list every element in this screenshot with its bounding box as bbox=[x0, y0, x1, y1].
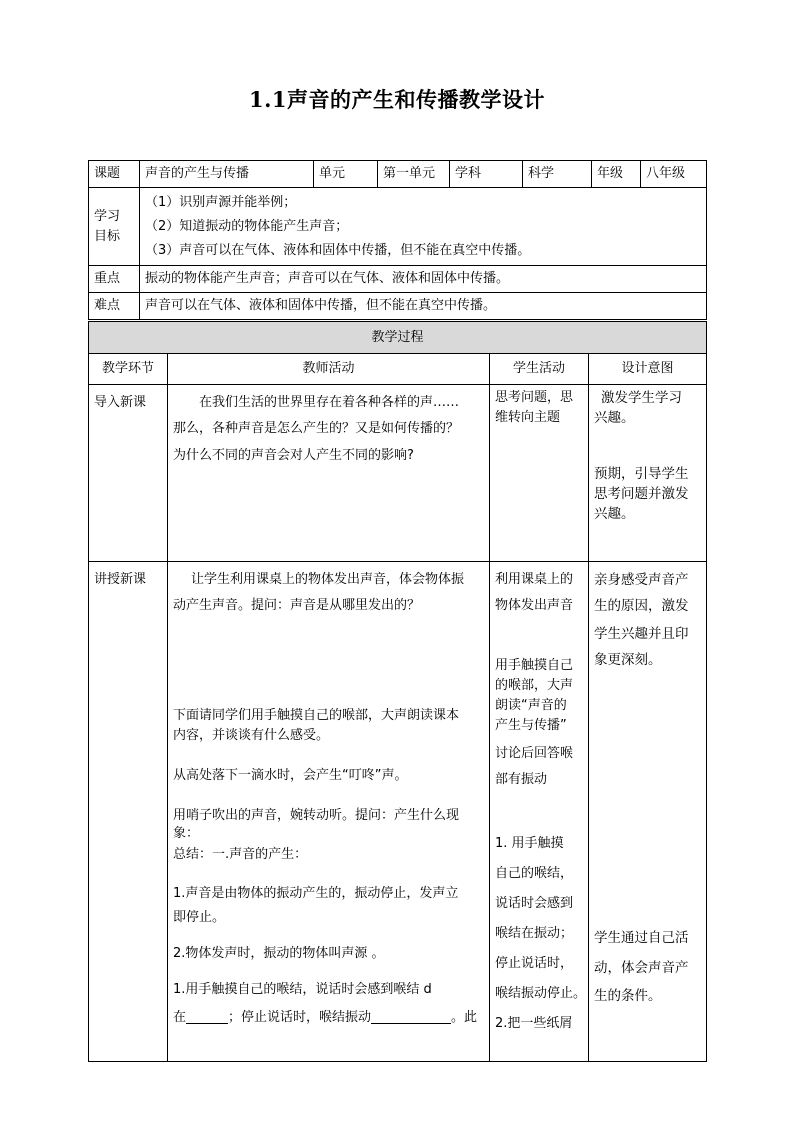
lecture-teacher-fill-line bbox=[173, 1008, 484, 1028]
intro-intent-line: 激发学生学习 bbox=[601, 390, 682, 406]
unit-label: 单元 bbox=[314, 161, 378, 188]
lecture-student-line: 朗读“声音的 bbox=[495, 698, 567, 713]
header-teacher: 教师活动 bbox=[168, 354, 490, 385]
objectives-list bbox=[140, 188, 707, 266]
lecture-intent-line: 象更深刻。 bbox=[594, 652, 662, 668]
lecture-teacher-line: 下面请同学们用手触摸自己的喉部，大声朗读课本 bbox=[173, 708, 460, 723]
objectives-label-line1: 学习 bbox=[94, 208, 121, 224]
objective-item: （1）识别声源并能举例； bbox=[145, 194, 297, 210]
header-intent: 设计意图 bbox=[589, 354, 707, 385]
lecture-student-line: 2.把一些纸屑 bbox=[495, 1016, 573, 1031]
fill-middle: ；停止说话时，喉结振动 bbox=[228, 1010, 372, 1025]
intro-stage-label: 导入新课 bbox=[94, 395, 147, 410]
lecture-student-line: 部有振动 bbox=[495, 772, 548, 787]
key-label: 重点 bbox=[89, 266, 140, 293]
lecture-intent-line: 生的原因，激发 bbox=[594, 598, 689, 614]
lecture-teacher-line: 让学生利用课桌上的物体发出声音，体会物体振 bbox=[191, 572, 465, 587]
grade-label: 年级 bbox=[592, 161, 641, 188]
intro-student-line: 思考问题，思 bbox=[495, 390, 574, 405]
lecture-student-line: 的喉部，大声 bbox=[495, 678, 574, 693]
header-stage: 教学环节 bbox=[89, 354, 168, 385]
lecture-teacher-line: 动产生声音。提问：声音是从哪里发出的？ bbox=[173, 598, 421, 613]
intro-teacher-line: 为什么不同的声音会对人产生不同的影响? bbox=[173, 448, 414, 463]
lecture-student-line: 物体发出声音 bbox=[495, 598, 574, 613]
intro-stage bbox=[89, 385, 168, 562]
fill-suffix: 。此 bbox=[451, 1010, 478, 1025]
difficulty-value: 声音可以在气体、液体和固体中传播，但不能在真空中传播。 bbox=[140, 293, 707, 320]
header-student: 学生活动 bbox=[490, 354, 589, 385]
objective-item: （3）声音可以在气体、液体和固体中传播，但不能在真空中传播。 bbox=[145, 242, 531, 258]
blank-1 bbox=[186, 1009, 228, 1024]
topic-label: 课题 bbox=[89, 161, 140, 188]
lecture-teacher-line: 象： bbox=[173, 826, 200, 841]
lecture-teacher-line: 1.用手触摸自己的喉结，说话时会感到喉结 d bbox=[173, 982, 432, 997]
lecture-intent bbox=[589, 562, 707, 1062]
lecture-intent-line: 亲身感受声音产 bbox=[594, 572, 689, 588]
lecture-student-line: 喉结在振动； bbox=[495, 926, 574, 941]
subject-value: 科学 bbox=[523, 161, 592, 188]
intro-teacher-line: 在我们生活的世界里存在着各种各样的声…… bbox=[199, 395, 460, 410]
lecture-teacher-line: 2.物体发声时，振动的物体叫声源 。 bbox=[173, 946, 385, 961]
intro-student-line: 维转向主题 bbox=[495, 410, 561, 425]
key-value: 振动的物体能产生声音；声音可以在气体、液体和固体中传播。 bbox=[140, 266, 707, 293]
lecture-teacher-line: 即停止。 bbox=[173, 910, 226, 925]
difficulty-label: 难点 bbox=[89, 293, 140, 320]
unit-value: 第一单元 bbox=[378, 161, 450, 188]
page-title: 1.1声音的产生和传播教学设计 bbox=[248, 87, 546, 112]
grade-value: 八年级 bbox=[641, 161, 707, 188]
lecture-intent-line: 学生通过自己活 bbox=[594, 930, 689, 946]
lecture-stage bbox=[89, 562, 168, 1062]
process-table bbox=[88, 321, 707, 1062]
lecture-stage-label: 讲授新课 bbox=[94, 572, 147, 587]
lecture-student-line: 讨论后回答喉 bbox=[495, 746, 574, 761]
process-section-title: 教学过程 bbox=[89, 322, 707, 354]
lecture-teacher-line: 用哨子吹出的声音，婉转动听。提问：产生什么现 bbox=[173, 808, 460, 823]
intro-teacher bbox=[168, 385, 490, 562]
intro-intent-line: 预期，引导学生 bbox=[594, 466, 689, 482]
subject-label: 学科 bbox=[450, 161, 523, 188]
lecture-student-line: 停止说话时， bbox=[495, 956, 574, 971]
topic-value: 声音的产生与传播 bbox=[140, 161, 314, 188]
lecture-teacher-line: 1.声音是由物体的振动产生的，振动停止，发声立 bbox=[173, 886, 459, 901]
lecture-intent-line: 生的条件。 bbox=[594, 988, 662, 1004]
intro-intent-line: 兴趣。 bbox=[594, 506, 635, 522]
lecture-student-line: 1. 用手触摸 bbox=[495, 836, 564, 851]
blank-2 bbox=[371, 1009, 451, 1024]
lecture-teacher-line: 从高处落下一滴水时，会产生“叮咚”声。 bbox=[173, 768, 408, 783]
objective-item: （2）知道振动的物体能产生声音； bbox=[145, 218, 349, 234]
intro-intent-line: 思考问题并激发 bbox=[594, 486, 689, 502]
lecture-student-line: 产生与传播” bbox=[495, 718, 567, 733]
objectives-label bbox=[89, 188, 140, 266]
lecture-teacher bbox=[168, 562, 490, 1062]
lecture-intent-line: 动，体会声音产 bbox=[594, 960, 689, 976]
lecture-teacher-line: 内容，并谈谈有什么感受。 bbox=[173, 728, 330, 743]
lecture-student bbox=[490, 562, 589, 1062]
fill-prefix: 在 bbox=[173, 1010, 187, 1025]
info-table bbox=[88, 160, 707, 320]
intro-teacher-line: 那么，各种声音是怎么产生的？又是如何传播的？ bbox=[173, 421, 460, 436]
intro-intent-line: 兴趣。 bbox=[594, 410, 635, 426]
intro-intent bbox=[589, 385, 707, 562]
objectives-label-line2: 目标 bbox=[94, 228, 121, 244]
lecture-student-line: 利用课桌上的 bbox=[495, 572, 574, 587]
lecture-student-line: 喉结振动停止。 bbox=[495, 986, 587, 1001]
intro-student bbox=[490, 385, 589, 562]
lecture-student-line: 用手触摸自己 bbox=[495, 658, 574, 673]
lecture-student-line: 自己的喉结， bbox=[495, 866, 574, 881]
lecture-student-line: 说话时会感到 bbox=[495, 896, 574, 911]
lecture-intent-line: 学生兴趣并且印 bbox=[594, 626, 689, 642]
lecture-teacher-line: 总结：一.声音的产生： bbox=[173, 847, 308, 862]
